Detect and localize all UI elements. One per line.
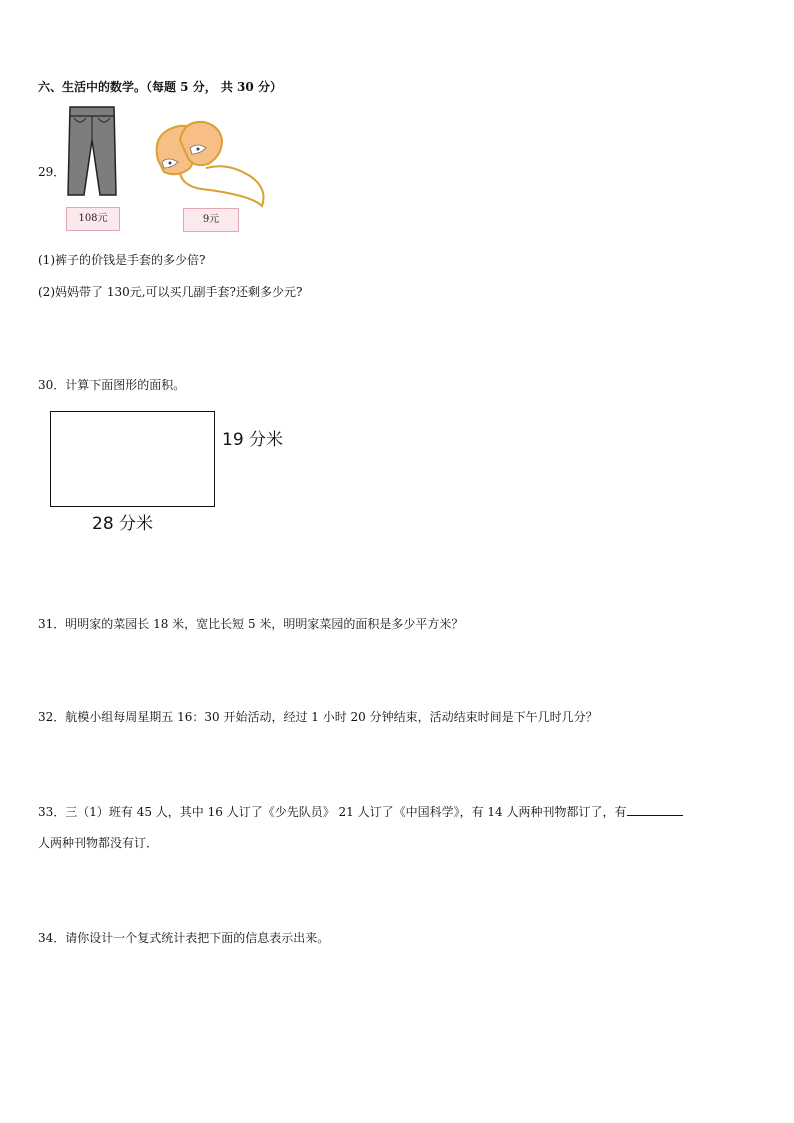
gloves-price-tag: 9元 bbox=[183, 208, 239, 232]
question-30-text: 30．计算下面图形的面积。 bbox=[38, 378, 186, 392]
question-33-text: 33．三（1）班有 45 人，其中 16 人订了《少先队员》 21 人订了《中国科学》，有 14 人两种刊物都订了，有 bbox=[38, 805, 627, 819]
gloves-image bbox=[150, 116, 268, 216]
question-32-text: 32．航模小组每周星期五 16：30 开始活动，经过 1 小时 20 分钟结束，活动结束时间是下午几时几分？ bbox=[38, 710, 598, 724]
question-34-text: 34．请你设计一个复式统计表把下面的信息表示出来。 bbox=[38, 931, 330, 945]
question-33-line2: 人两种刊物都没有订． bbox=[38, 836, 159, 850]
rectangle-figure bbox=[50, 411, 215, 507]
question-29-number: 29． bbox=[38, 165, 66, 179]
pants-price-tag: 108元 bbox=[66, 207, 120, 231]
question-33-line1 bbox=[38, 803, 683, 820]
rectangle-width-label: 28 分米 bbox=[92, 514, 154, 534]
question-29-sub1: (1)裤子的价钱是手套的多少倍? bbox=[38, 253, 206, 267]
section-title: 六、生活中的数学。（每题 5 分， 共 30 分） bbox=[38, 80, 282, 94]
rectangle-height-label: 19 分米 bbox=[222, 430, 284, 450]
answer-blank[interactable] bbox=[627, 803, 683, 816]
question-29-sub2: (2)妈妈带了 130元,可以买几副手套?还剩多少元? bbox=[38, 285, 303, 299]
question-31-text: 31．明明家的菜园长 18 米，宽比长短 5 米，明明家菜园的面积是多少平方米？ bbox=[38, 617, 464, 631]
pants-image bbox=[64, 104, 120, 198]
